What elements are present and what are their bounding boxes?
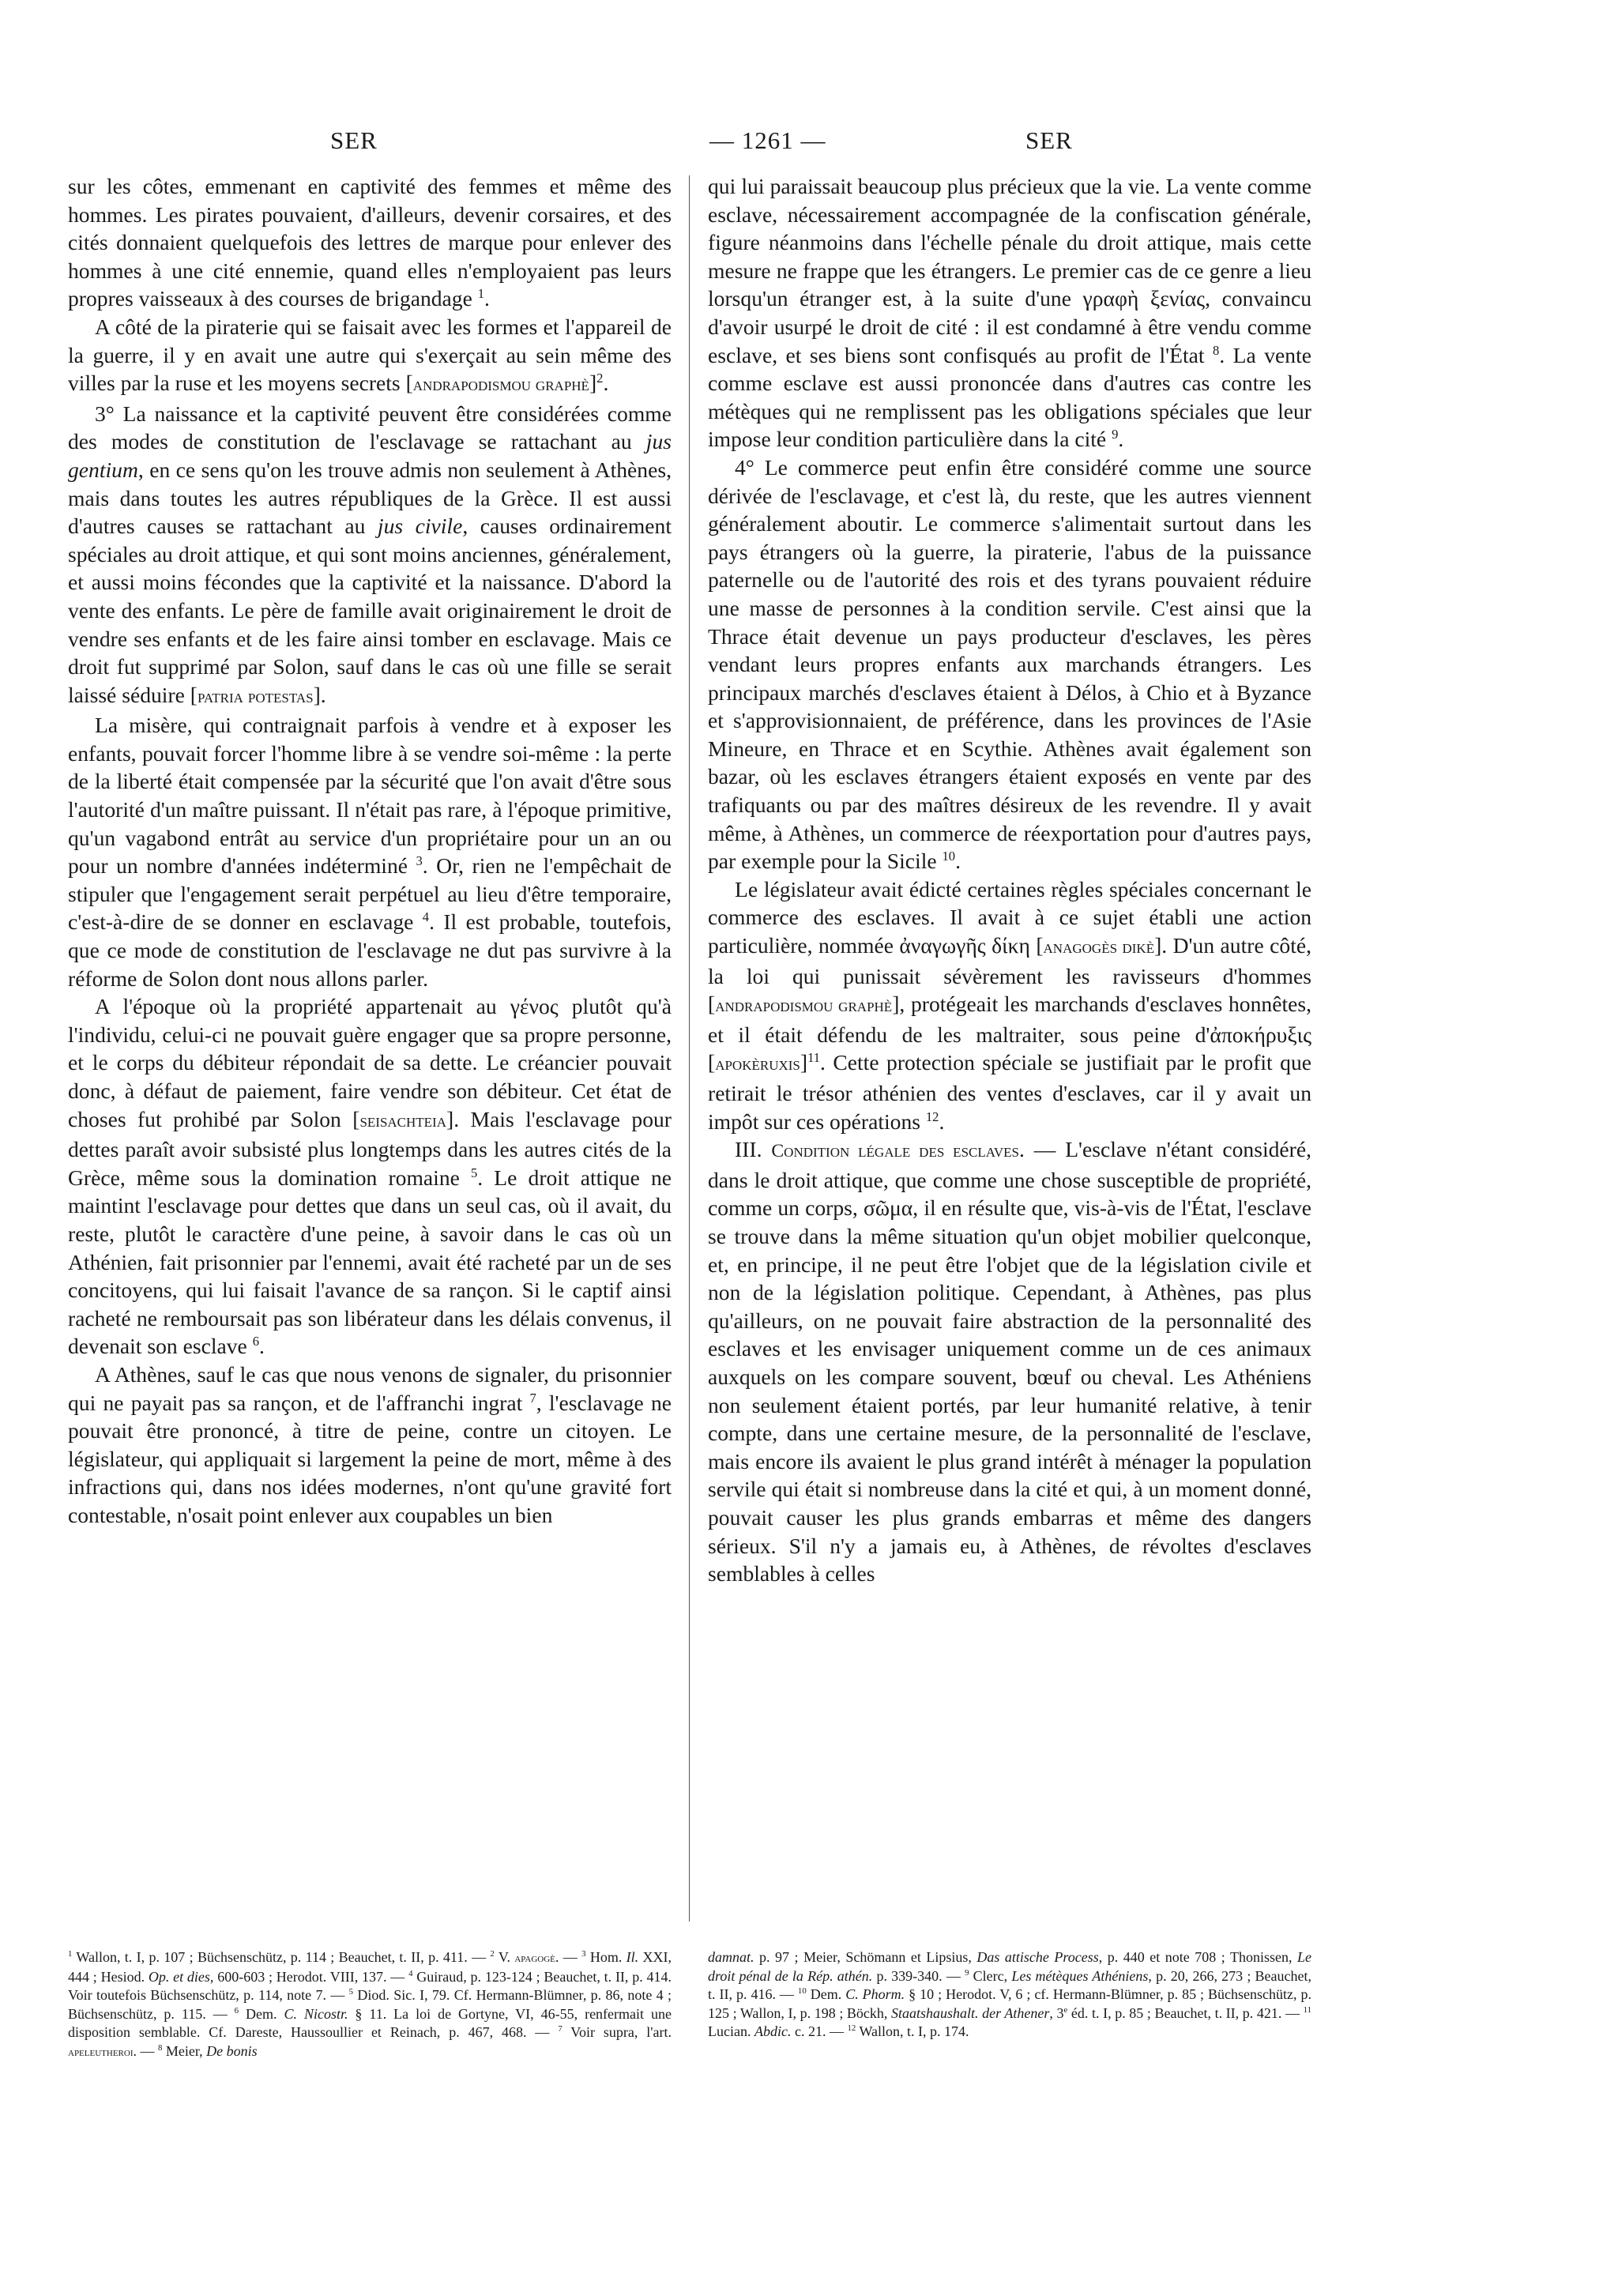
running-head-right: SER (1025, 126, 1073, 154)
paragraph-r4: III. Condition légale des esclaves. — L'esclave n'étant considéré, dans le droit attique, que comme une chose susceptible de propriété, comme un corps, σῶμα, il en résulte que, vis-à-vis de l'État, l'esclave se trouve dans la même situation qu'un objet mobilier quelconque, et, en principe, il ne peut être l'objet que de la législation civile et non de la législation politique. Cependant, à Athènes, pas plus qu'ailleurs, on ne pouvait faire abstraction de la personnalité des esclaves et les envisager uniquement comme un de ces animaux auxquels on les compare souvent, bœuf ou cheval. Les Athéniens non seulement étaient portés, par leur humanité relative, à tenir compte, dans une certaine mesure, de la personnalité de l'esclave, mais encore ils avaient le plus grand intérêt à ménager la population servile qui était si nombreuse dans la cité et qui, à un moment donné, pouvait causer les plus grands embarras et même des dangers sérieux. S'il n'y a jamais eu, à Athènes, de révoltes d'esclaves semblables à celles (708, 1137, 1311, 1586)
paragraph-l2: A côté de la piraterie qui se faisait avec les formes et l'appareil de la guerre, il y en avait une autre qui s'exerçait au sein même des villes par la ruse et les moyens secrets [andrapodismou graphè]$^2$. (68, 314, 672, 396)
paragraph-r2: 4° Le commerce peut enfin être considéré comme une source dérivée de l'esclavage, et c'est là, du reste, que les autres viennent généralement aboutir. Le commerce s'alimentait surtout dans les pays étrangers où la guerre, la piraterie, l'abus de la puissance paternelle ou de l'autorité des rois et des tyrans pouvaient réduire une masse de personnes à la condition servile. C'est ainsi que la Thrace était devenue un pays producteur d'esclaves, les pères vendant leurs propres enfants aux marchands étrangers. Les principaux marchés d'esclaves étaient à Délos, à Chio et à Byzance et s'approvisionnaient, de préférence, dans les provinces de l'Asie Mineure, en Thrace et en Scythie. Athènes avait également son bazar, où les esclaves étrangers étaient exposés en vente par des trafiquants ou par des maîtres désireux de les revendre. Il y avait même, à Athènes, un commerce de réexportation pour d'autres pays, par exemple pour la Sicile $^{10}$. (708, 454, 1311, 874)
paragraph-l4: La misère, qui contraignait parfois à vendre et à exposer les enfants, pouvait forcer l'homme libre à se vendre soi-même : la perte de la liberté était compensée par la sécurité que l'on avait d'être sous l'autorité d'un maître puissant. Il n'était pas rare, à l'époque primitive, qu'un vagabond entrât au service d'un propriétaire pour un an ou pour un nombre d'années indéterminé $^3$. Or, rien ne l'empêchait de stipuler que l'engagement serait perpétuel au lieu d'être temporaire, c'est-à-dire de se donner en esclavage $^4$. Il est probable, toutefois, que ce mode de constitution de l'esclavage ne dut pas survivre à la réforme de Solon dont nous allons parler. (68, 713, 672, 991)
page-number: — 1261 — (709, 126, 826, 154)
footnotes-left: $^1$ Wallon, t. I, p. 107 ; Büchsenschütz, p. 114 ; Beauchet, t. II, p. 411. — $^2$ V. apagogè. — $^3$ Hom. Il. XXI, 444 ; Hesiod. Op. et dies, 600-603 ; Herodot. VIII, 137. — $^4$ Guiraud, p. 123-124 ; Beauchet, t. II, p. 414. Voir toutefois Büchsenschütz, p. 114, note 7. — $^5$ Diod. Sic. I, 79. Cf. Hermann-Blümner, p. 86, note 4 ; Büchsenschütz, p. 115. — $^6$ Dem. C. Nicostr. § 11. La loi de Gortyne, VI, 46-55, renfermait une disposition semblable. Cf. Dareste, Haussoullier et Reinach, p. 467, 468. — $^7$ Voir supra, l'art. apeleutheroi. — $^8$ Meier, De bonis (68, 1949, 672, 2059)
paragraph-l1: sur les côtes, emmenant en captivité des femmes et même des hommes. Les pirates pouvaient, d'ailleurs, devenir corsaires, et des cités donnaient quelquefois des lettres de marque pour enlever des hommes à une cité ennemie, quand elles n'employaient pas leurs propres vaisseaux à des courses de brigandage $^1$. (68, 174, 672, 311)
column-divider (689, 175, 690, 1921)
paragraph-r1: qui lui paraissait beaucoup plus précieux que la vie. La vente comme esclave, nécessairement accompagnée de la confiscation générale, figure néanmoins dans l'échelle pénale du droit attique, mais cette mesure ne frappe que les étrangers. Le premier cas de ce genre a lieu lorsqu'un étranger est, à la suite d'une γραφὴ ξενίας, convaincu d'avoir usurpé le droit de cité : il est condamné à être vendu comme esclave, et ses biens sont confisqués au profit de l'État $^8$. La vente comme esclave est aussi prononcée dans d'autres cas contre les métèques qui ne remplissent pas les obligations spéciales que leur impose leur condition particulière dans la cité $^9$. (708, 174, 1311, 452)
paragraph-l3: 3° La naissance et la captivité peuvent être considérées comme des modes de constitution de l'esclavage se rattachant au jus gentium, en ce sens qu'on les trouve admis non seulement à Athènes, mais dans toutes les autres républiques de la Grèce. Il est aussi d'autres causes se rattachant au jus civile, causes ordinairement spéciales au droit attique, et qui sont moins anciennes, généralement, et aussi moins fécondes que la captivité et la naissance. D'abord la vente des enfants. Le père de famille avait originairement le droit de vendre ses enfants et de les faire ainsi tomber en esclavage. Mais ce droit fut supprimé par Solon, sauf dans le cas où une fille se serait laissé séduire [patria potestas]. (68, 401, 672, 707)
footnotes-right: damnat. p. 97 ; Meier, Schömann et Lipsius, Das attische Process, p. 440 et note 708 ; Thonissen, Le droit pénal de la Rép. athén. p. 339-340. — $^9$ Clerc, Les métèques Athéniens, p. 20, 266, 273 ; Beauchet, t. II, p. 416. — $^{10}$ Dem. C. Phorm. § 10 ; Herodot. V, 6 ; cf. Hermann-Blümner, p. 85 ; Büchsenschütz, p. 125 ; Wallon, I, p. 198 ; Böckh, Staatshaushalt. der Athener, 3e éd. t. I, p. 85 ; Beauchet, t. II, p. 421. — $^{11}$ Lucian. Abdic. c. 21. — $^{12}$ Wallon, t. I, p. 174. (708, 1949, 1312, 2039)
page-header (70, 126, 1548, 166)
paragraph-l5: A l'époque où la propriété appartenait au γένος plutôt qu'à l'individu, celui-ci ne pouvait guère engager que sa propre personne, et le corps du débiteur répondait de sa dette. Le créancier pouvait donc, à défaut de paiement, faire vendre son débiteur. Cet état de choses fut prohibé par Solon [seisachteia]. Mais l'esclavage pour dettes paraît avoir subsisté plus longtemps dans les autres cités de la Grèce, même sous la domination romaine $^5$. Le droit attique ne maintint l'esclavage pour dettes que dans un seul cas, où il avait, du reste, plutôt le caractère d'une peine, à savoir dans le cas où un Athénien, fait prisonnier par l'ennemi, avait été racheté par un de ses concitoyens, qui lui faisait l'avance de sa rançon. Si le captif ainsi racheté ne remboursait pas son libérateur dans les délais convenus, il devenait son esclave $^6$. (68, 994, 672, 1359)
running-head-left: SER (330, 126, 378, 154)
paragraph-r3: Le législateur avait édicté certaines règles spéciales concernant le commerce des esclaves. Il avait à ce sujet établi une action particulière, nommée ἀναγωγῆς δίκη [anagogès dikè]. D'un autre côté, la loi qui punissait sévèrement les ravisseurs d'hommes [andrapodismou graphè], protégeait les marchands d'esclaves honnêtes, et il était défendu de les maltraiter, sous peine d'ἀποκήρυξις [apokèruxis]$^{11}$. Cette protection spéciale se justifiait par le profit que retirait le trésor athénien des ventes d'esclaves, car il y avait un impôt sur ces opérations $^{12}$. (708, 876, 1311, 1134)
right-column (708, 172, 1311, 1588)
left-column (68, 172, 672, 1530)
paragraph-l6: A Athènes, sauf le cas que nous venons de signaler, du prisonnier qui ne payait pas sa rançon, et de l'affranchi ingrat $^7$, l'esclavage ne pouvait être prononcé, à titre de peine, contre un citoyen. Le législateur, qui appliquait si largement la peine de mort, même à des infractions qui, dans nos idées modernes, n'ont qu'une gravité fort contestable, n'osait point enlever aux coupables un bien (68, 1361, 672, 1527)
